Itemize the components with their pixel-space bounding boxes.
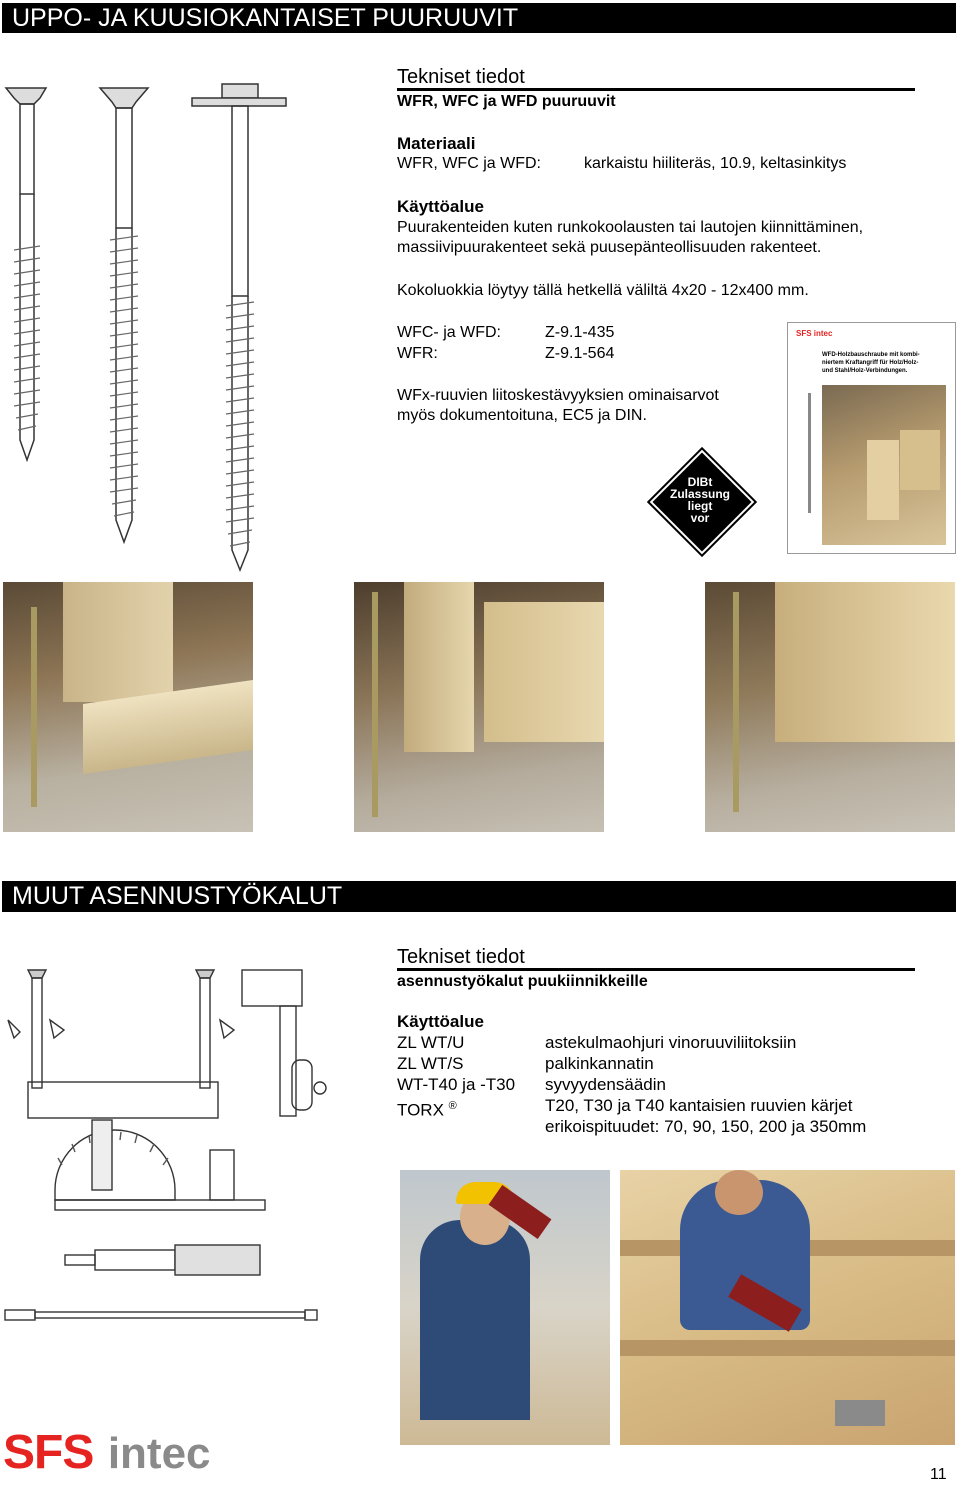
brochure-logo: SFS intec (796, 329, 833, 338)
size-range: Kokoluokkia löytyy tällä hetkellä väliltä 4x20 - 12x400 mm. (397, 282, 809, 299)
logo-sfs: SFS (3, 1426, 94, 1479)
brochure-title-3: und Stahl/Holz-Verbindungen. (822, 368, 908, 374)
tools-spec-subtitle: asennustyökalut puukiinnikkeille (397, 973, 648, 990)
material-value: karkaistu hiiliteräs, 10.9, keltasinkitys (584, 155, 847, 172)
tool-key-3: WT-T40 ja -T30 (397, 1075, 516, 1094)
photo-screws-3 (705, 582, 955, 832)
usage-label: Käyttöalue (397, 197, 484, 216)
logo-intec: intec (107, 1429, 211, 1478)
page-number: 11 (930, 1466, 947, 1483)
brochure-title-2: niertem Kraftangriff für Holz/Holz- (822, 360, 919, 366)
torx-registered-mark: ® (448, 1100, 457, 1112)
docs-line-2: myös dokumentoituna, EC5 ja DIN. (397, 407, 647, 424)
approval-key-1: WFC- ja WFD: (397, 324, 501, 341)
tool-drawings (0, 960, 340, 1330)
tool-value-4: T20, T30 ja T40 kantaisien ruuvien kärjet (545, 1096, 853, 1115)
material-label: Materiaali (397, 134, 476, 153)
photo-screws-1 (3, 582, 253, 832)
section-banner-tools: MUUT ASENNUSTYÖKALUT (2, 881, 956, 912)
photo-screws-2 (354, 582, 604, 832)
tools-usage-label: Käyttöalue (397, 1012, 484, 1031)
spec-subtitle: WFR, WFC ja WFD puuruuvit (397, 93, 616, 110)
usage-line-2: massiivipuurakenteet sekä puusepänteollisuuden rakenteet. (397, 239, 822, 256)
dibt-approval-badge (650, 450, 750, 550)
section-banner-screws: UPPO- JA KUUSIOKANTAISET PUURUUVIT (2, 3, 956, 33)
tool-key-4: TORX (397, 1100, 444, 1120)
approval-value-2: Z-9.1-564 (545, 345, 615, 362)
brochure-thumbnail (787, 322, 956, 554)
material-key: WFR, WFC ja WFD: (397, 155, 541, 172)
approval-key-2: WFR: (397, 345, 438, 362)
spec-heading: Tekniset tiedot (397, 66, 915, 91)
tools-spec-heading: Tekniset tiedot (397, 946, 915, 971)
usage-line-1: Puurakenteiden kuten runkokoolausten tai lautojen kiinnittäminen, (397, 219, 864, 236)
docs-line-1: WFx-ruuvien liitoskestävyyksien ominaisarvot (397, 387, 719, 404)
photo-worker-floor (620, 1170, 955, 1445)
screw-drawings (0, 80, 300, 580)
approval-value-1: Z-9.1-435 (545, 324, 615, 341)
sfs-intec-logo (3, 1425, 211, 1480)
photo-worker-drill (400, 1170, 610, 1445)
dibt-line-3: liegt (687, 499, 713, 513)
special-lengths: erikoispituudet: 70, 90, 150, 200 ja 350mm (545, 1117, 867, 1136)
dibt-line-2: Zulassung (669, 487, 730, 501)
brochure-title-1: WFD-Holzbauschraube mit kombi- (822, 352, 920, 358)
tool-key-1: ZL WT/U (397, 1033, 465, 1052)
tool-value-3: syvyydensäädin (545, 1075, 666, 1094)
tool-value-1: astekulmaohjuri vinoruuviliitoksiin (545, 1033, 797, 1052)
dibt-line-1: DIBt (687, 475, 713, 489)
tool-key-2: ZL WT/S (397, 1054, 464, 1073)
tool-value-2: palkinkannatin (545, 1054, 654, 1073)
dibt-line-4: vor (690, 511, 710, 525)
